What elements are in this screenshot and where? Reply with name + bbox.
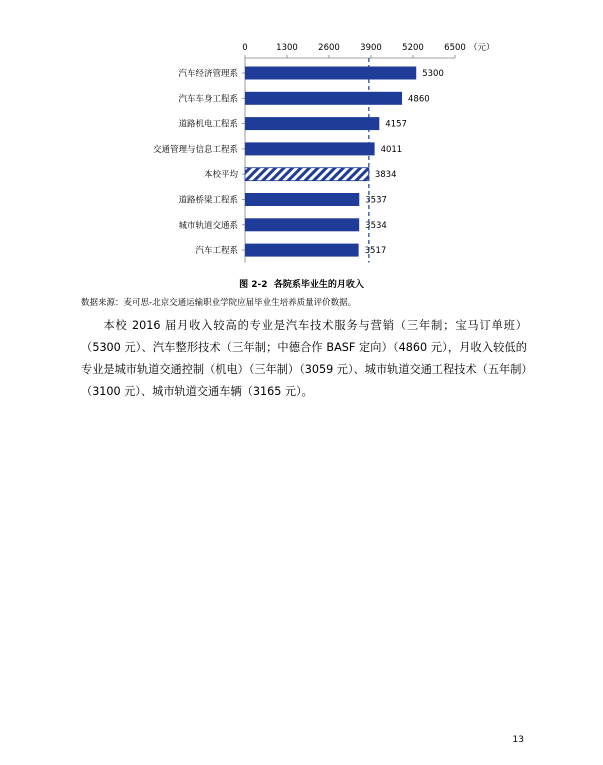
average-bar [245,168,369,181]
bar [245,142,375,155]
bar-value-label: 4157 [385,119,407,130]
bar-value-label: 3834 [374,170,397,181]
bar-value-label: 3534 [365,220,387,231]
income-bar-chart [0,0,603,272]
bar [245,117,379,130]
bar [245,67,416,80]
category-label: 交通管理与信息工程系 [152,144,238,155]
category-label: 汽车经济管理系 [178,69,238,79]
category-label: 汽车车身工程系 [178,94,238,105]
x-tick-label: 6500 [444,43,466,53]
x-tick-label: 5200 [402,43,424,53]
bar-value-label: 3517 [364,246,387,257]
category-label: 汽车工程系 [195,246,238,257]
bar-value-label: 4860 [408,94,430,105]
category-label: 本校平均 [203,170,238,181]
x-tick-label: 3900 [360,43,382,53]
x-tick-label: 0 [242,43,248,53]
figure-caption: 图 2-2 各院系毕业生的月收入 [239,280,364,290]
page-number: 13 [512,735,524,745]
body-paragraph: 本校 2016 届月收入较高的专业是汽车技术服务与营销（三年制；宝马订单班）（5300 元）、汽车整形技术（三年制；中德合作 BASF 定向）（4860 元），月收入较低的专业是城市轨道交通控制（机电）（三年制）（3059 元）、城市轨道交通工程技术（五年制）（3100 元）、城市轨道交通车辆（3165 元）。 [81,319,527,398]
category-label: 道路桥梁工程系 [178,195,238,206]
x-tick-label: 1300 [276,43,298,53]
bar [245,244,359,257]
x-axis-unit: （元） [469,43,495,53]
bar-value-label: 5300 [422,69,444,79]
category-label: 城市轨道交通系 [178,220,238,231]
x-tick-label: 2600 [318,43,340,53]
bar [245,193,359,206]
bar-value-label: 3537 [365,195,387,206]
data-source-note: 数据来源：麦可思-北京交通运输职业学院应届毕业生培养质量评价数据。 [81,298,357,308]
bar [245,218,359,231]
category-label: 道路机电工程系 [178,119,238,130]
bar-value-label: 4011 [380,144,403,155]
bar [245,92,402,105]
